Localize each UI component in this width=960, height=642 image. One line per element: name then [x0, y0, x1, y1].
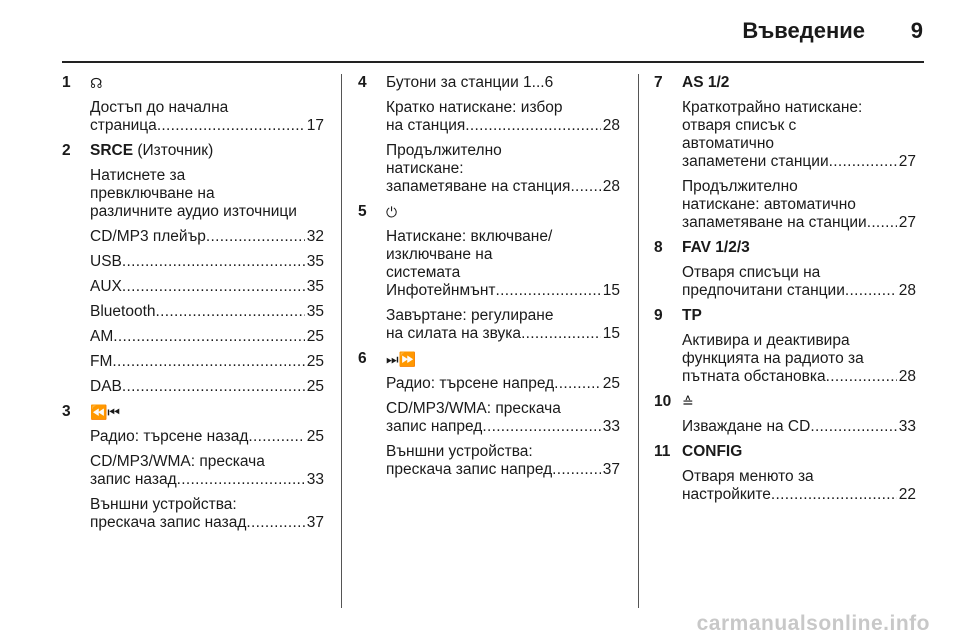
button-name: TP: [682, 307, 702, 324]
entry-8: [654, 239, 916, 300]
watermark: carmanualsonline.info: [696, 612, 930, 635]
entry-description: Външни устройства: прескача запис назад . . . 37: [90, 496, 324, 532]
page-reference: FM . . . 25: [90, 353, 324, 371]
entry-description: Отваря списъци на предпочитани станции . . . 28: [682, 264, 916, 300]
page-reference: CD/MP3 плейър . . . 32: [90, 228, 324, 246]
entry-number: 4: [358, 74, 367, 91]
entry-description: Завъртане: регулиране на силата на звука . . . 15: [386, 307, 620, 343]
entry-number: 3: [62, 403, 71, 420]
entry-number: 8: [654, 239, 663, 256]
button-name: CONFIG: [682, 443, 743, 460]
power-icon: ⏻: [386, 204, 398, 220]
page-reference: Изваждане на CD . . . 33: [682, 418, 916, 436]
entry-7: [654, 74, 916, 232]
page-reference: Радио: търсене напред . . . 25: [386, 375, 620, 393]
entry-number: 10: [654, 393, 672, 410]
entry-description: Кратко натискане: избор на станция . . . 28: [386, 99, 620, 135]
entry-4: [358, 74, 620, 196]
entry-5: [358, 203, 620, 343]
entry-description: Натискане: включване/ изключване на системата Инфотейнмънт . . . 15: [386, 228, 620, 300]
page-number: 9: [910, 18, 923, 43]
page-reference: USB . . . 35: [90, 253, 324, 271]
entry-description: Краткотрайно натискане: отваря списък с автоматично запаметени станции . . . 27: [682, 99, 916, 171]
entry-number: 7: [654, 74, 663, 91]
column-divider: [638, 74, 639, 608]
entry-description: Продължително натискане: автоматично запаметяване на станции . . . 27: [682, 178, 916, 232]
entry-11: [654, 443, 916, 504]
entry-number: 9: [654, 307, 663, 324]
entry-description: Натиснете за превключване на различните аудио източници: [90, 167, 297, 220]
page-reference: Bluetooth . . . 35: [90, 303, 324, 321]
button-name: AS 1/2: [682, 74, 730, 91]
entry-description: Продължително натискане: запаметяване на станция . . . 28: [386, 142, 620, 196]
column-divider: [341, 74, 342, 608]
entry-number: 5: [358, 203, 367, 220]
column-1: [62, 74, 324, 539]
entry-1: [62, 74, 324, 135]
page-reference: Радио: търсене назад . . . 25: [90, 428, 324, 446]
entry-description: Активира и деактивира функцията на радиото за пътната обстановка . . . 28: [682, 332, 916, 386]
column-2: [358, 74, 620, 486]
entry-number: 11: [654, 443, 671, 460]
eject-icon: ≙: [682, 394, 694, 410]
button-name: Бутони за станции 1...6: [386, 74, 554, 91]
entry-6: [358, 350, 620, 479]
entry-description: CD/MP3/WMA: прескача запис напред . . . 33: [386, 400, 620, 436]
page-title: Въведение: [742, 18, 865, 43]
entry-number: 2: [62, 142, 71, 159]
seek-back-icon: ⏪⏮: [90, 404, 121, 420]
header-divider: [62, 61, 924, 63]
entry-10: [654, 393, 916, 436]
page-reference: DAB . . . 25: [90, 378, 324, 396]
column-3: [654, 74, 916, 511]
entry-description: CD/MP3/WMA: прескача запис назад . . . 33: [90, 453, 324, 489]
entry-number: 1: [62, 74, 71, 91]
entry-description: Външни устройства: прескача запис напред . . . 37: [386, 443, 620, 479]
page-header: [0, 0, 960, 64]
entry-number: 6: [358, 350, 367, 367]
home-icon: ☊: [90, 75, 103, 91]
button-name: SRCE (Източник): [90, 142, 214, 159]
seek-forward-icon: ⏭⏩: [386, 351, 417, 367]
page-reference: страница . . . 17: [90, 117, 324, 135]
page-reference: AUX . . . 35: [90, 278, 324, 296]
entry-3: [62, 403, 324, 532]
entry-9: [654, 307, 916, 386]
entry-2: [62, 142, 324, 396]
button-name: FAV 1/2/3: [682, 239, 750, 256]
entry-description: Отваря менюто за настройките . . . 22: [682, 468, 916, 504]
entry-description: Достъп до начална страница . . . 17: [90, 99, 324, 135]
page-reference: AM . . . 25: [90, 328, 324, 346]
